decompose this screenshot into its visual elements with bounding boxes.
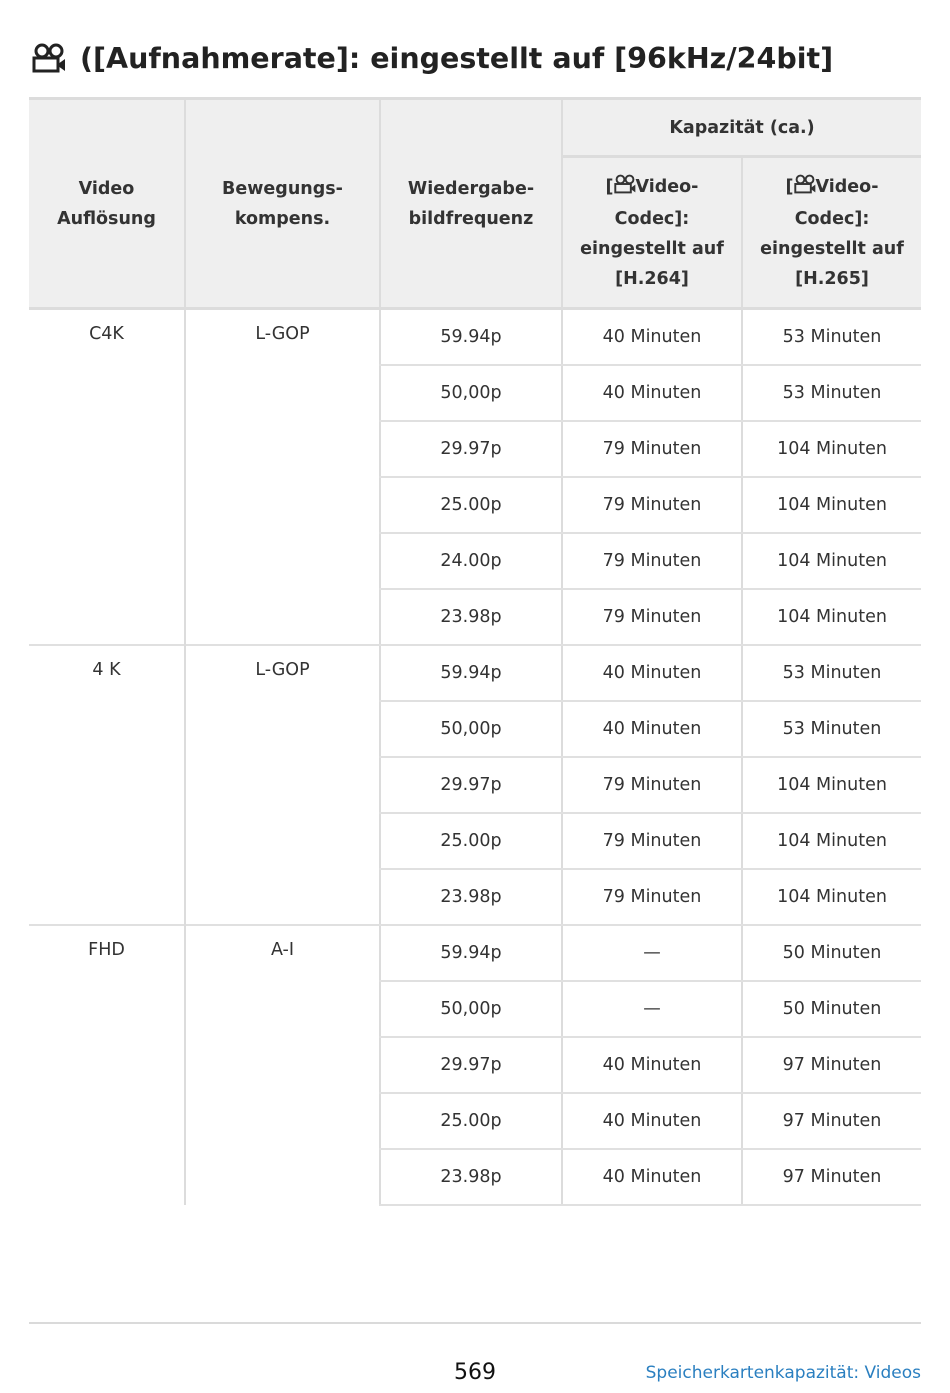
- h264-capacity-cell: 40 Minuten: [562, 365, 742, 421]
- framerate-cell: 29.97p: [380, 757, 562, 813]
- h265-capacity-cell: 53 Minuten: [742, 365, 921, 421]
- framerate-cell: 23.98p: [380, 589, 562, 645]
- header-capacity: Kapazität (ca.): [562, 99, 921, 157]
- resolution-cell: 4 K: [29, 645, 185, 925]
- framerate-cell: 25.00p: [380, 813, 562, 869]
- movie-camera-icon: [32, 43, 66, 73]
- h264-capacity-cell: 40 Minuten: [562, 309, 742, 366]
- h265-capacity-cell: 104 Minuten: [742, 421, 921, 477]
- h264-capacity-cell: —: [562, 981, 742, 1037]
- h264-capacity-cell: 40 Minuten: [562, 1149, 742, 1205]
- capacity-table: [29, 97, 921, 1206]
- section-link[interactable]: Speicherkartenkapazität: Videos: [645, 1363, 921, 1383]
- footer-divider: [29, 1322, 921, 1324]
- framerate-cell: 50,00p: [380, 365, 562, 421]
- h264-capacity-cell: 79 Minuten: [562, 533, 742, 589]
- h265-capacity-cell: 53 Minuten: [742, 645, 921, 701]
- h264-capacity-cell: 79 Minuten: [562, 421, 742, 477]
- page-title-text: ([Aufnahmerate]: eingestellt auf [96kHz/24bit]: [80, 41, 834, 75]
- framerate-cell: 25.00p: [380, 477, 562, 533]
- h265-capacity-cell: 104 Minuten: [742, 477, 921, 533]
- h265-capacity-cell: 104 Minuten: [742, 757, 921, 813]
- h264-capacity-cell: 79 Minuten: [562, 813, 742, 869]
- h264-capacity-cell: —: [562, 925, 742, 981]
- h264-capacity-cell: 79 Minuten: [562, 477, 742, 533]
- compression-cell: L-GOP: [185, 309, 380, 646]
- h265-capacity-cell: 104 Minuten: [742, 533, 921, 589]
- framerate-cell: 59.94p: [380, 645, 562, 701]
- h264-capacity-cell: 40 Minuten: [562, 645, 742, 701]
- page-title: [32, 36, 833, 80]
- h264-capacity-cell: 40 Minuten: [562, 1037, 742, 1093]
- framerate-cell: 23.98p: [380, 869, 562, 925]
- framerate-cell: 29.97p: [380, 421, 562, 477]
- h265-capacity-cell: 50 Minuten: [742, 981, 921, 1037]
- h264-capacity-cell: 79 Minuten: [562, 589, 742, 645]
- header-resolution: Video Auflösung: [29, 99, 185, 309]
- h265-capacity-cell: 97 Minuten: [742, 1093, 921, 1149]
- framerate-cell: 50,00p: [380, 701, 562, 757]
- h265-capacity-cell: 50 Minuten: [742, 925, 921, 981]
- framerate-cell: 29.97p: [380, 1037, 562, 1093]
- h264-capacity-cell: 40 Minuten: [562, 701, 742, 757]
- h265-capacity-cell: 53 Minuten: [742, 309, 921, 366]
- h265-capacity-cell: 104 Minuten: [742, 813, 921, 869]
- framerate-cell: 59.94p: [380, 925, 562, 981]
- movie-camera-icon: [794, 174, 816, 204]
- h265-capacity-cell: 104 Minuten: [742, 869, 921, 925]
- h264-capacity-cell: 79 Minuten: [562, 869, 742, 925]
- framerate-cell: 23.98p: [380, 1149, 562, 1205]
- h265-capacity-cell: 97 Minuten: [742, 1149, 921, 1205]
- movie-camera-icon: [614, 174, 636, 204]
- compression-cell: A-I: [185, 925, 380, 1205]
- h264-capacity-cell: 79 Minuten: [562, 757, 742, 813]
- h265-capacity-cell: 104 Minuten: [742, 589, 921, 645]
- compression-cell: L-GOP: [185, 645, 380, 925]
- h265-capacity-cell: 97 Minuten: [742, 1037, 921, 1093]
- header-codec-h264: [ Video- Codec]: eingestellt auf [H.264]: [562, 157, 742, 309]
- header-compression: Bewegungs- kompens.: [185, 99, 380, 309]
- framerate-cell: 25.00p: [380, 1093, 562, 1149]
- framerate-cell: 59.94p: [380, 309, 562, 366]
- framerate-cell: 24.00p: [380, 533, 562, 589]
- page-number: 569: [454, 1360, 496, 1385]
- h265-capacity-cell: 53 Minuten: [742, 701, 921, 757]
- header-framerate: Wiedergabe- bildfrequenz: [380, 99, 562, 309]
- resolution-cell: C4K: [29, 309, 185, 646]
- framerate-cell: 50,00p: [380, 981, 562, 1037]
- header-codec-h265: [ Video- Codec]: eingestellt auf [H.265]: [742, 157, 921, 309]
- h264-capacity-cell: 40 Minuten: [562, 1093, 742, 1149]
- resolution-cell: FHD: [29, 925, 185, 1205]
